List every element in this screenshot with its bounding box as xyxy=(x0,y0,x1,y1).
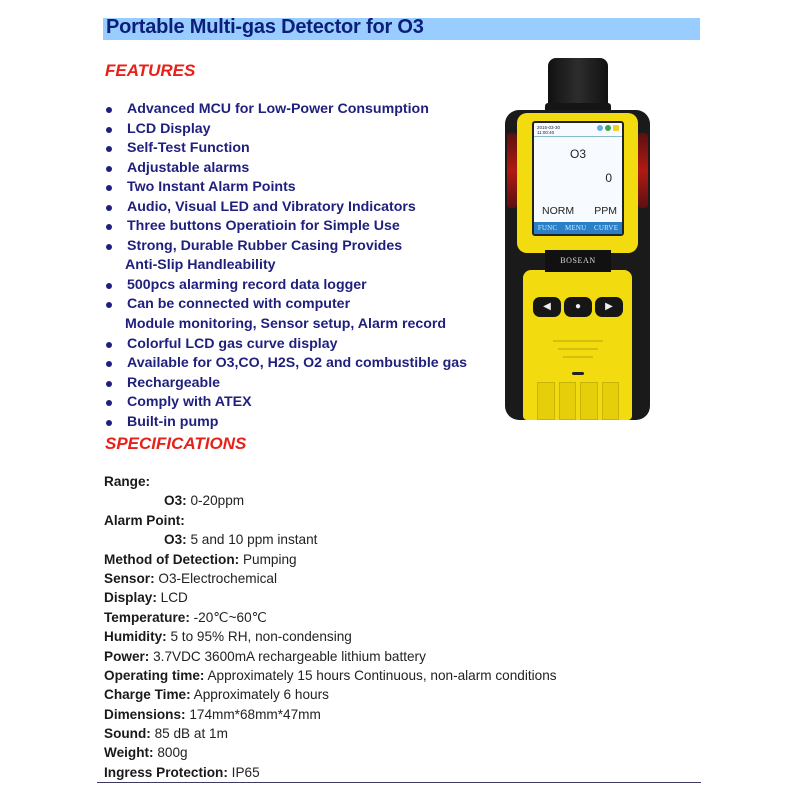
spec-row xyxy=(104,491,664,510)
screen-state: NORM xyxy=(542,205,575,217)
spec-key: Operating time: xyxy=(104,667,205,683)
feature-text: Rechargeable xyxy=(127,374,221,391)
screen-softkey-bar xyxy=(534,222,622,234)
feature-item xyxy=(104,198,504,218)
spec-row xyxy=(104,666,664,685)
spec-value: 0-20ppm xyxy=(186,493,245,509)
spec-row xyxy=(104,724,664,743)
screen-reading: 0 xyxy=(605,171,612,185)
spec-key: O3: xyxy=(164,493,187,509)
base-rib xyxy=(559,382,577,420)
specifications-list xyxy=(104,472,664,782)
spec-value: 5 and 10 ppm instant xyxy=(186,532,318,548)
feature-text: Colorful LCD gas curve display xyxy=(127,335,338,352)
feature-item xyxy=(104,178,504,198)
feature-item xyxy=(104,139,504,159)
softkey-curve: CURVE xyxy=(594,224,619,232)
right-arrow-button: ▶ xyxy=(595,297,623,317)
spec-key: Display: xyxy=(104,590,157,606)
spec-key: Weight: xyxy=(104,745,154,761)
bullet-icon xyxy=(106,127,112,133)
bullet-icon xyxy=(106,185,112,191)
feature-item xyxy=(104,237,504,257)
speaker-grille-line xyxy=(558,348,598,350)
spec-value: 5 to 95% RH, non-condensing xyxy=(166,629,352,645)
ok-button: ● xyxy=(564,297,592,317)
bullet-icon xyxy=(106,107,112,113)
alarm-led-left xyxy=(507,133,517,208)
spec-value: 800g xyxy=(153,745,188,761)
bottom-divider xyxy=(97,782,701,783)
spec-row xyxy=(104,647,664,666)
spec-value: Approximately 15 hours Continuous, non-alarm conditions xyxy=(204,667,557,683)
spec-row xyxy=(104,763,664,782)
left-arrow-button: ◀ xyxy=(533,297,561,317)
feature-item xyxy=(104,413,504,433)
spec-key: Power: xyxy=(104,648,150,664)
feature-item xyxy=(104,295,504,315)
feature-item xyxy=(104,276,504,296)
bluetooth-icon xyxy=(597,125,603,131)
spec-key: Ingress Protection: xyxy=(104,764,228,780)
feature-text: Strong, Durable Rubber Casing Provides xyxy=(127,237,403,254)
bullet-icon xyxy=(106,381,112,387)
spec-key: Humidity: xyxy=(104,629,167,645)
product-image-gas-detector xyxy=(505,55,650,425)
specifications-heading: SPECIFICATIONS xyxy=(105,434,247,453)
bullet-icon xyxy=(106,283,112,289)
feature-text: 500pcs alarming record data logger xyxy=(127,276,367,293)
lcd-screen xyxy=(532,121,624,236)
bullet-icon xyxy=(106,205,112,211)
bullet-icon xyxy=(106,244,112,250)
bullet-icon xyxy=(106,400,112,406)
feature-text: LCD Display xyxy=(127,120,211,137)
speaker-grille-line xyxy=(553,340,603,342)
feature-item xyxy=(104,393,504,413)
bullet-icon xyxy=(106,342,112,348)
feature-text: Self-Test Function xyxy=(127,140,250,157)
device-base-ribs xyxy=(537,382,619,420)
softkey-func: FUNC xyxy=(537,224,558,232)
screen-datetime xyxy=(537,125,560,135)
features-list xyxy=(104,100,504,432)
spec-row xyxy=(104,569,664,588)
spec-key: Sensor: xyxy=(104,570,155,586)
feature-text: Module monitoring, Sensor setup, Alarm record xyxy=(125,316,447,333)
spec-key: Alarm Point: xyxy=(104,512,185,528)
alarm-led-right xyxy=(638,133,648,208)
feature-item xyxy=(104,120,504,140)
bullet-icon xyxy=(106,166,112,172)
feature-item xyxy=(104,354,504,374)
feature-text: Two Instant Alarm Points xyxy=(127,179,296,196)
feature-text: Available for O3,CO, H2S, O2 and combustible gas xyxy=(127,355,468,372)
feature-text: Anti-Slip Handleability xyxy=(125,257,276,274)
screen-gas-name: O3 xyxy=(569,147,586,161)
page-title: Portable Multi-gas Detector for O3 xyxy=(106,16,424,38)
spec-key: Dimensions: xyxy=(104,706,186,722)
screen-divider xyxy=(534,136,622,137)
feature-text: Audio, Visual LED and Vibratory Indicators xyxy=(127,198,416,215)
spec-row xyxy=(104,743,664,762)
spec-key: O3: xyxy=(164,532,187,548)
feature-item xyxy=(104,374,504,394)
spec-row xyxy=(104,588,664,607)
spec-row xyxy=(104,685,664,704)
spec-row xyxy=(104,608,664,627)
feature-item xyxy=(104,159,504,179)
feature-item xyxy=(104,100,504,120)
speaker-grille-line xyxy=(563,356,593,358)
spec-value: 85 dB at 1m xyxy=(150,726,228,742)
base-rib xyxy=(537,382,555,420)
spec-key: Sound: xyxy=(104,726,151,742)
bullet-icon xyxy=(106,224,112,230)
screen-time: 11:00:40 xyxy=(537,130,555,135)
spec-value: -20℃~60℃ xyxy=(189,609,267,625)
spec-key: Method of Detection: xyxy=(104,551,240,567)
battery-icon xyxy=(613,125,619,131)
spec-value: 174mm*68mm*47mm xyxy=(185,706,321,722)
spec-value: IP65 xyxy=(227,764,260,780)
spec-key: Range: xyxy=(104,474,151,489)
feature-item-continuation xyxy=(104,315,504,335)
feature-item xyxy=(104,217,504,237)
spec-value: O3-Electrochemical xyxy=(154,570,278,586)
softkey-menu: MENU xyxy=(564,224,587,232)
spec-value: 3.7VDC 3600mA rechargeable lithium battery xyxy=(149,648,426,664)
spec-key: Temperature: xyxy=(104,609,190,625)
base-rib xyxy=(602,382,620,420)
spec-row xyxy=(104,627,664,646)
bullet-icon xyxy=(106,361,112,367)
feature-item-continuation xyxy=(104,256,504,276)
feature-text: Built-in pump xyxy=(127,413,219,430)
screen-date: 2015-03-30 xyxy=(537,125,561,130)
spec-row xyxy=(104,472,664,491)
device-button-row xyxy=(533,297,623,319)
spec-value: LCD xyxy=(156,590,188,606)
base-rib xyxy=(580,382,598,420)
feature-text: Advanced MCU for Low-Power Consumption xyxy=(127,101,429,117)
buzzer-slot xyxy=(572,372,584,375)
feature-text: Comply with ATEX xyxy=(127,394,252,411)
speaker-icon xyxy=(605,125,611,131)
bullet-icon xyxy=(106,146,112,152)
features-heading: FEATURES xyxy=(105,61,196,80)
bullet-icon xyxy=(106,420,112,426)
bullet-icon xyxy=(106,302,112,308)
feature-text: Can be connected with computer xyxy=(127,296,351,313)
brand-label: BOSEAN xyxy=(545,250,611,272)
spec-key: Charge Time: xyxy=(104,687,191,703)
screen-unit: PPM xyxy=(594,205,617,217)
spec-row xyxy=(104,530,664,549)
screen-status-icons xyxy=(597,125,619,131)
spec-row xyxy=(104,705,664,724)
spec-value: Pumping xyxy=(239,551,297,567)
feature-item xyxy=(104,335,504,355)
spec-value: Approximately 6 hours xyxy=(190,687,329,703)
spec-row xyxy=(104,511,664,530)
feature-text: Three buttons Operatioin for Simple Use xyxy=(127,218,400,235)
spec-row xyxy=(104,550,664,569)
feature-text: Adjustable alarms xyxy=(127,159,250,176)
